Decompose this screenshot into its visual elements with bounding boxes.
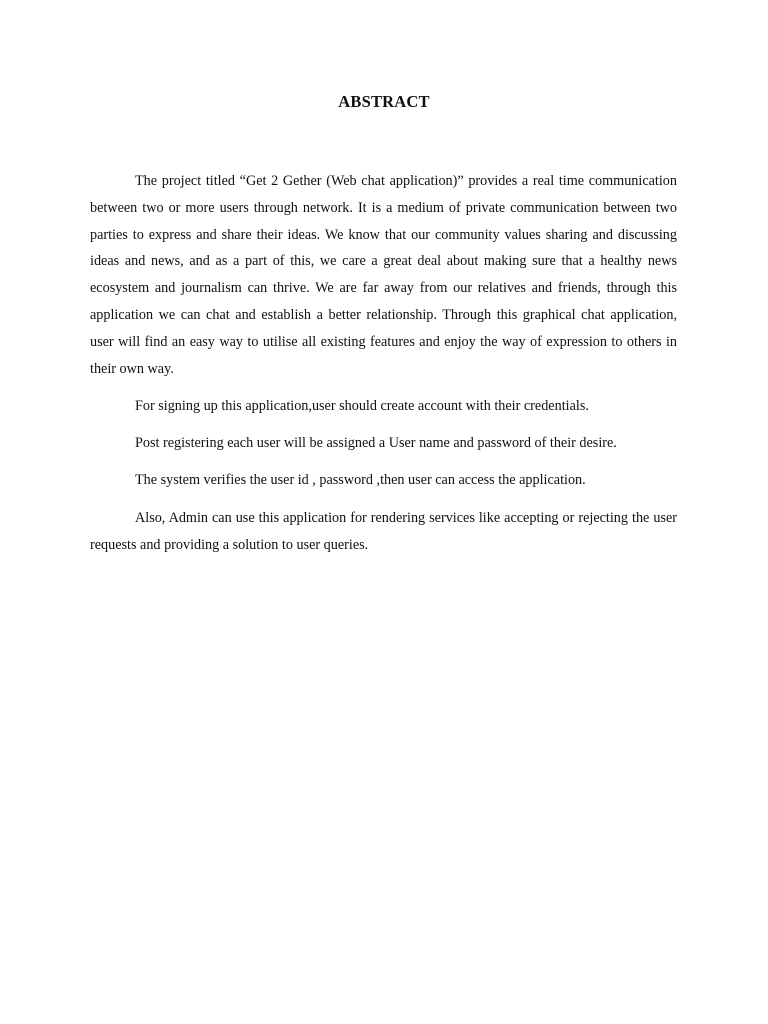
page-title: ABSTRACT (338, 92, 430, 111)
paragraph-verification: The system verifies the user id , password ,then user can access the application. (135, 472, 586, 489)
paragraph-registration: Post registering each user will be assigned a User name and password of their desire. (135, 435, 617, 452)
paragraph-signup: For signing up this application,user should create account with their credentials. (135, 397, 589, 414)
abstract-body (90, 168, 677, 558)
paragraph-intro: The project titled “Get 2 Gether (Web chat application)” provides a real time communication between two or more users through network. It is a medium of private communication between two parties to express and share their ideas. We know that our community values sharing and discussing ideas and news, and as a part of this, we care a great deal about making sure that a healthy news ecosystem and journalism can thrive. We are far away from our relatives and friends, through this application we can chat and establish a better relationship. Through this graphical chat application, user will find an easy way to utilise all existing features and enjoy the way of expression to others in their own way. (90, 173, 677, 377)
paragraph-admin: Also, Admin can use this application for rendering services like accepting or rejecting the user requests and providing a solution to user queries. (90, 509, 677, 553)
